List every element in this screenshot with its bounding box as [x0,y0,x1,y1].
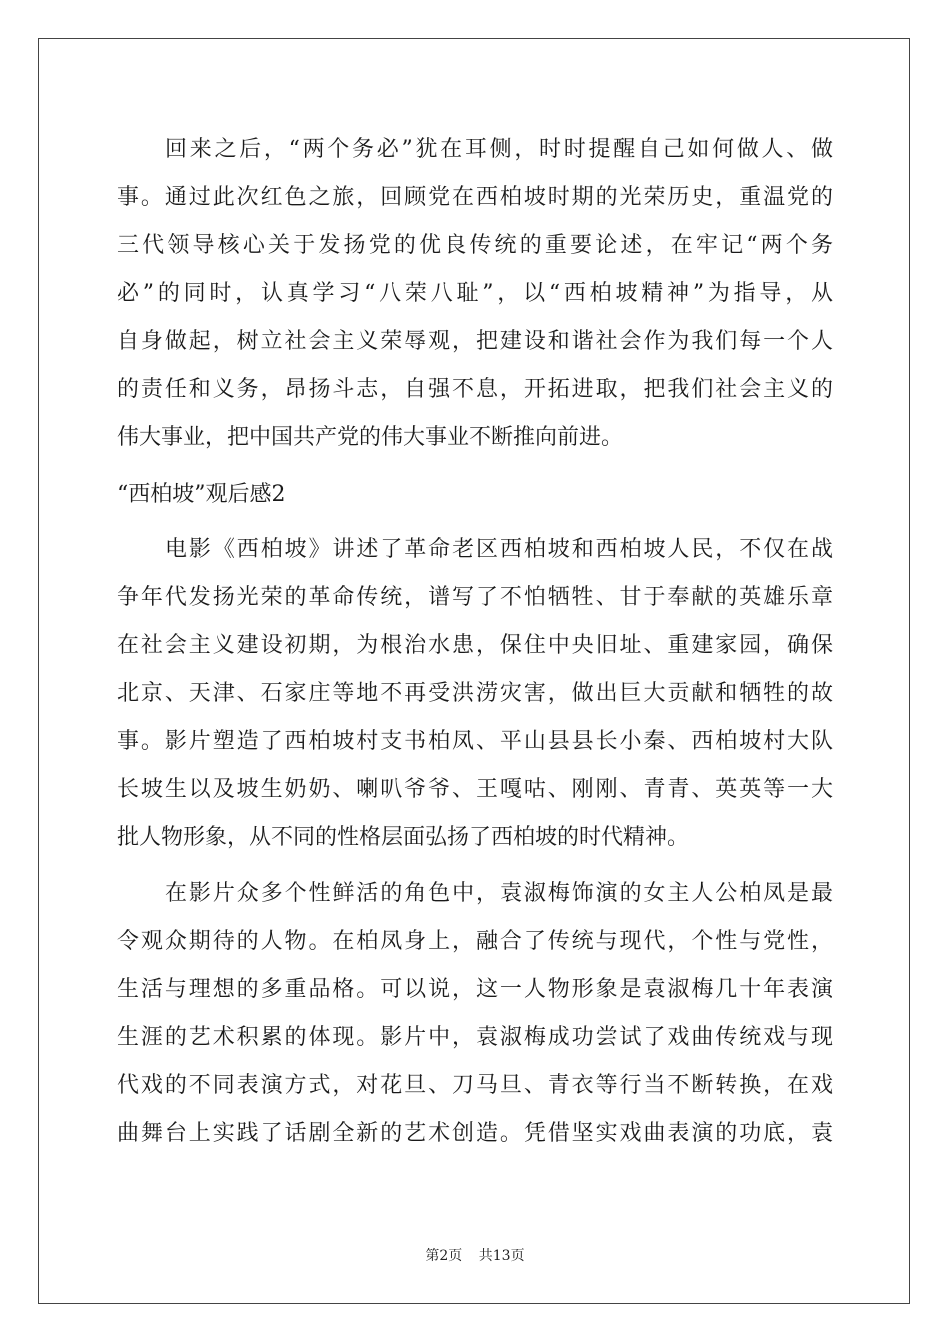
section-heading: “西柏坡”观后感2 [117,482,286,507]
text-line: 的责任和义务，昂扬斗志，自强不息，开拓进取，把我们社会主义的 [117,377,833,402]
text-line: 伟大事业，把中国共产党的伟大事业不断推向前进。 [117,425,624,450]
text-line: 争年代发扬光荣的革命传统，谱写了不怕牺牲、甘于奉献的英雄乐章 [117,585,833,610]
text-line: 北京、天津、石家庄等地不再受洪涝灾害，做出巨大贡献和牺牲的故 [117,681,833,706]
text-line: 在影片众多个性鲜活的角色中，袁淑梅饰演的女主人公柏凤是最 [165,881,833,906]
page-total: 共13页 [478,1248,525,1264]
text-line: 曲舞台上实践了话剧全新的艺术创造。凭借坚实戏曲表演的功底，袁 [117,1121,833,1146]
text-line: 三代领导核心关于发扬党的优良传统的重要论述，在牢记“两个务 [117,233,833,258]
text-line: 事。影片塑造了西柏坡村支书柏凤、平山县县长小秦、西柏坡村大队 [117,729,833,754]
text-line: 事。通过此次红色之旅，回顾党在西柏坡时期的光荣历史，重温党的 [117,185,833,210]
text-line: 电影《西柏坡》讲述了革命老区西柏坡和西柏坡人民，不仅在战 [165,537,833,562]
text-line: 代戏的不同表演方式，对花旦、刀马旦、青衣等行当不断转换，在戏 [117,1073,833,1098]
page-number: 第2页 [425,1248,463,1264]
text-line: 生活与理想的多重品格。可以说，这一人物形象是袁淑梅几十年表演 [117,977,833,1002]
text-line: 自身做起，树立社会主义荣辱观，把建设和谐社会作为我们每一个人 [117,329,833,354]
text-line: 在社会主义建设初期，为根治水患，保住中央旧址、重建家园，确保 [117,633,833,658]
text-line: 必”的同时，认真学习“八荣八耻”，以“西柏坡精神”为指导，从 [117,281,833,306]
page-footer [0,1247,950,1265]
text-line: 批人物形象，从不同的性格层面弘扬了西柏坡的时代精神。 [117,825,690,850]
text-line: 长坡生以及坡生奶奶、喇叭爷爷、王嘎咕、刚刚、青青、英英等一大 [117,777,833,802]
text-line: 令观众期待的人物。在柏凤身上，融合了传统与现代，个性与党性， [117,929,833,954]
text-line: 生涯的艺术积累的体现。影片中，袁淑梅成功尝试了戏曲传统戏与现 [117,1025,833,1050]
text-line: 回来之后，“两个务必”犹在耳侧，时时提醒自己如何做人、做 [165,137,833,162]
page-frame [38,38,910,1304]
